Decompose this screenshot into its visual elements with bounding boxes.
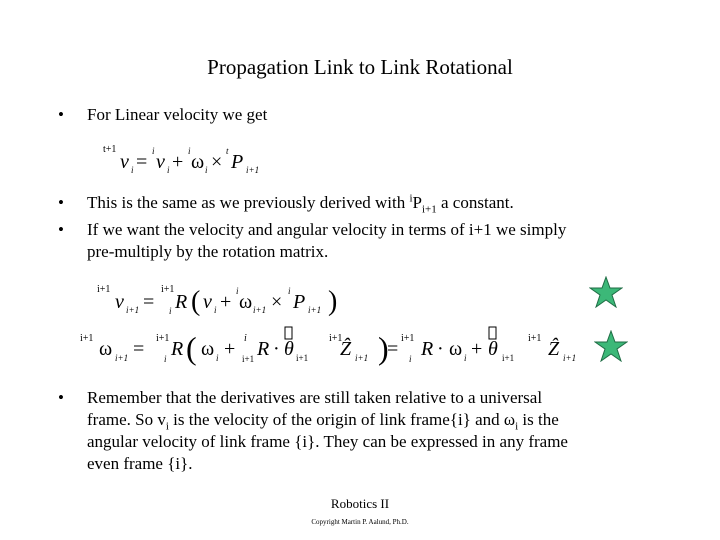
svg-text:i: i bbox=[164, 354, 167, 364]
svg-text:i: i bbox=[216, 353, 219, 363]
svg-text:): ) bbox=[378, 330, 389, 366]
svg-text:i+1: i+1 bbox=[355, 353, 369, 363]
svg-text:v: v bbox=[156, 151, 165, 173]
svg-text:ω: ω bbox=[201, 338, 215, 360]
svg-text:Ẑ: Ẑ bbox=[548, 338, 560, 360]
svg-text:ω: ω bbox=[239, 291, 253, 313]
svg-text:): ) bbox=[328, 286, 338, 317]
svg-text:=: = bbox=[133, 338, 145, 360]
svg-text:ω: ω bbox=[191, 151, 205, 173]
svg-text:·: · bbox=[437, 338, 444, 360]
svg-text:i+1: i+1 bbox=[253, 305, 267, 315]
svg-text:i+1: i+1 bbox=[502, 353, 515, 363]
svg-text:i+1: i+1 bbox=[80, 333, 94, 344]
svg-text:i+1: i+1 bbox=[308, 305, 322, 315]
svg-text:Ẑ: Ẑ bbox=[340, 338, 352, 360]
svg-text:i: i bbox=[169, 306, 172, 316]
svg-text:+: + bbox=[172, 151, 184, 173]
bullet-marker: • bbox=[58, 193, 64, 212]
svg-text:v: v bbox=[120, 151, 129, 173]
svg-text:=: = bbox=[143, 291, 155, 313]
svg-text:i+1: i+1 bbox=[528, 333, 542, 344]
svg-text:+: + bbox=[220, 291, 232, 313]
svg-text:i: i bbox=[214, 305, 217, 315]
svg-text:i: i bbox=[236, 286, 239, 296]
svg-text:i+1: i+1 bbox=[156, 333, 170, 344]
svg-text:i+1: i+1 bbox=[401, 333, 415, 344]
svg-text:×: × bbox=[211, 151, 223, 173]
svg-text:+: + bbox=[224, 338, 236, 360]
footer-course: Robotics II bbox=[330, 496, 390, 511]
svg-text:ω: ω bbox=[449, 338, 463, 360]
svg-text:i: i bbox=[288, 286, 291, 296]
svg-text:t: t bbox=[226, 146, 229, 156]
bullet-text: For Linear velocity we get bbox=[87, 105, 268, 124]
slide-title: Propagation Link to Link Rotational bbox=[207, 55, 513, 79]
svg-text:i: i bbox=[464, 353, 467, 363]
svg-text:R: R bbox=[171, 338, 184, 360]
svg-text:=: = bbox=[387, 338, 399, 360]
svg-text:(: ( bbox=[186, 330, 197, 366]
svg-text:i: i bbox=[205, 165, 208, 175]
svg-text:t+1: t+1 bbox=[103, 144, 117, 155]
equation-velocity-frame-i1 bbox=[95, 280, 365, 324]
svg-text:θ: θ bbox=[488, 338, 498, 360]
svg-text:(: ( bbox=[191, 286, 201, 317]
svg-text:R: R bbox=[175, 291, 188, 313]
svg-text:ω: ω bbox=[99, 338, 113, 360]
bullet-marker: • bbox=[58, 388, 64, 407]
svg-text:=: = bbox=[136, 151, 148, 173]
svg-text:v: v bbox=[115, 291, 124, 313]
svg-text:·: · bbox=[273, 338, 280, 360]
star-icon bbox=[589, 276, 623, 308]
svg-text:R: R bbox=[421, 338, 434, 360]
svg-text:i+1: i+1 bbox=[115, 353, 129, 363]
footer-copyright: Copyright Martin P. Aalund, Ph.D. bbox=[311, 518, 409, 526]
svg-text:×: × bbox=[271, 291, 283, 313]
bullet-text: Remember that the derivatives are still taken relative to a universal frame. So $v_i$ is the velocity of the origin of link frame{i} and $\omega_i$ is the angular velocity of link frame {i}. They can be expressed in any frame even frame {i}. bbox=[87, 388, 568, 473]
svg-text:i+1: i+1 bbox=[126, 305, 140, 315]
svg-text:i+1: i+1 bbox=[161, 284, 175, 295]
svg-text:i+1: i+1 bbox=[329, 333, 343, 344]
svg-text:i: i bbox=[188, 146, 191, 156]
svg-text:θ: θ bbox=[284, 338, 294, 360]
svg-text:i: i bbox=[244, 333, 247, 344]
svg-text:i+1: i+1 bbox=[246, 165, 260, 175]
bullet-text: If we want the velocity and angular velocity in terms of i+1 we simply pre-multiply by the rotation matrix. bbox=[87, 220, 567, 261]
bullet-text: This is the same as we previously derived with $^iP_{i+1}$ a constant. bbox=[87, 192, 514, 216]
svg-text:i: i bbox=[409, 354, 412, 364]
svg-text:i: i bbox=[152, 146, 155, 156]
svg-text:i: i bbox=[167, 165, 170, 175]
svg-text:v: v bbox=[203, 291, 212, 313]
equation-linear-velocity bbox=[100, 140, 300, 184]
svg-text:P: P bbox=[293, 291, 306, 313]
svg-text:i: i bbox=[131, 165, 134, 175]
svg-text:P: P bbox=[231, 151, 244, 173]
equation-angular-velocity-frame-i1 bbox=[78, 323, 598, 373]
bullet-marker: • bbox=[58, 220, 64, 239]
star-icon bbox=[594, 330, 628, 362]
svg-text:i+1: i+1 bbox=[242, 354, 255, 364]
svg-text:i+1: i+1 bbox=[97, 284, 111, 295]
bullet-marker: • bbox=[58, 105, 64, 124]
svg-text:i+1: i+1 bbox=[296, 353, 309, 363]
svg-text:i+1: i+1 bbox=[563, 353, 577, 363]
svg-text:R: R bbox=[257, 338, 270, 360]
svg-text:+: + bbox=[471, 338, 483, 360]
